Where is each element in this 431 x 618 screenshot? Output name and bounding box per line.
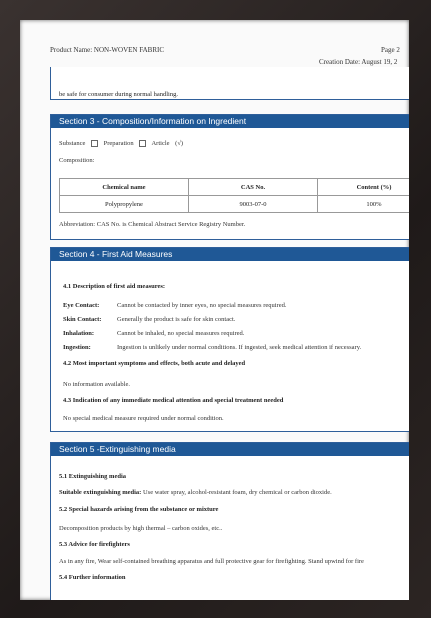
preparation-checkbox <box>139 140 146 147</box>
section-5 <box>50 442 409 600</box>
subheading-5-4: 5.4 Further information <box>59 574 126 581</box>
substance-checkbox <box>91 140 98 147</box>
abbreviation-note: Abbreviation: CAS No. is Chemical Abstract Service Registry Number. <box>59 221 246 228</box>
intro-text: be safe for consumer during normal handling. <box>59 91 178 98</box>
preparation-label: Preparation <box>103 140 134 147</box>
composition-label: Composition: <box>59 157 95 164</box>
subheading-4-2-text: No information available. <box>63 381 130 388</box>
subheading-4-3: 4.3 Indication of any immediate medical attention and special treatment needed <box>63 397 284 404</box>
table-header: Chemical name <box>60 179 189 196</box>
product-name: Product Name: NON-WOVEN FABRIC <box>50 46 164 54</box>
subheading-4-1: 4.1 Description of first aid measures: <box>63 283 166 290</box>
subheading-5-2: 5.2 Special hazards arising from the substance or mixture <box>59 506 219 513</box>
suitable-media-label: Suitable extinguishing media: <box>59 489 142 496</box>
inhalation-label: Inhalation: <box>63 330 95 337</box>
section-4 <box>50 247 409 432</box>
section-3 <box>50 114 409 240</box>
suitable-media-text: Use water spray, alcohol-resistant foam, dry chemical or carbon dioxide. <box>142 489 332 496</box>
table-cell: Polypropylene <box>60 196 189 213</box>
subheading-5-3-text: As in any fire, Wear self-contained breathing apparatus and full protective gear for firefighting. Stand upwind for fire <box>59 558 364 565</box>
substance-label: Substance <box>59 140 86 147</box>
table-cell: 100% <box>318 196 410 213</box>
subheading-5-1: 5.1 Extinguishing media <box>59 473 127 480</box>
table-cell: 9003-07-0 <box>189 196 318 213</box>
table-row <box>60 196 410 213</box>
intro-box <box>50 67 409 100</box>
suitable-media <box>59 489 332 496</box>
eye-contact-text: Cannot be contacted by inner eyes, no special measures required. <box>117 302 287 309</box>
article-label: Article <box>151 140 170 147</box>
ingestion-label: Ingestion: <box>63 344 91 351</box>
document-page <box>20 20 409 600</box>
page-number: Page 2 <box>381 46 400 54</box>
skin-contact-label: Skin Contact: <box>63 316 102 323</box>
eye-contact-label: Eye Contact: <box>63 302 100 309</box>
table-header-row <box>60 179 410 196</box>
section-3-title: Section 3 - Composition/Information on Ingredient <box>51 115 409 128</box>
subheading-5-3: 5.3 Advice for firefighters <box>59 541 130 548</box>
subheading-4-2: 4.2 Most important symptoms and effects, both acute and delayed <box>63 360 246 367</box>
section-5-title: Section 5 -Extinguishing media <box>51 443 409 456</box>
composition-table <box>59 178 409 213</box>
section-4-title: Section 4 - First Aid Measures <box>51 248 409 261</box>
inhalation-text: Cannot be inhaled, no special measures required. <box>117 330 245 337</box>
subheading-4-3-text: No special medical measure required under normal condition. <box>63 415 224 422</box>
creation-date: Creation Date: August 19, 2 <box>319 58 398 66</box>
table-header: Content (%) <box>318 179 410 196</box>
skin-contact-text: Generally the product is safe for skin contact. <box>117 316 236 323</box>
ingestion-text: Ingestion is unlikely under normal conditions. If ingested, seek medical attention if necessary. <box>117 344 362 351</box>
subheading-5-2-text: Decomposition products by high thermal – carbon oxides, etc.. <box>59 525 223 532</box>
article-check-mark: (√) <box>175 140 184 147</box>
table-header: CAS No. <box>189 179 318 196</box>
substance-options <box>59 140 183 147</box>
